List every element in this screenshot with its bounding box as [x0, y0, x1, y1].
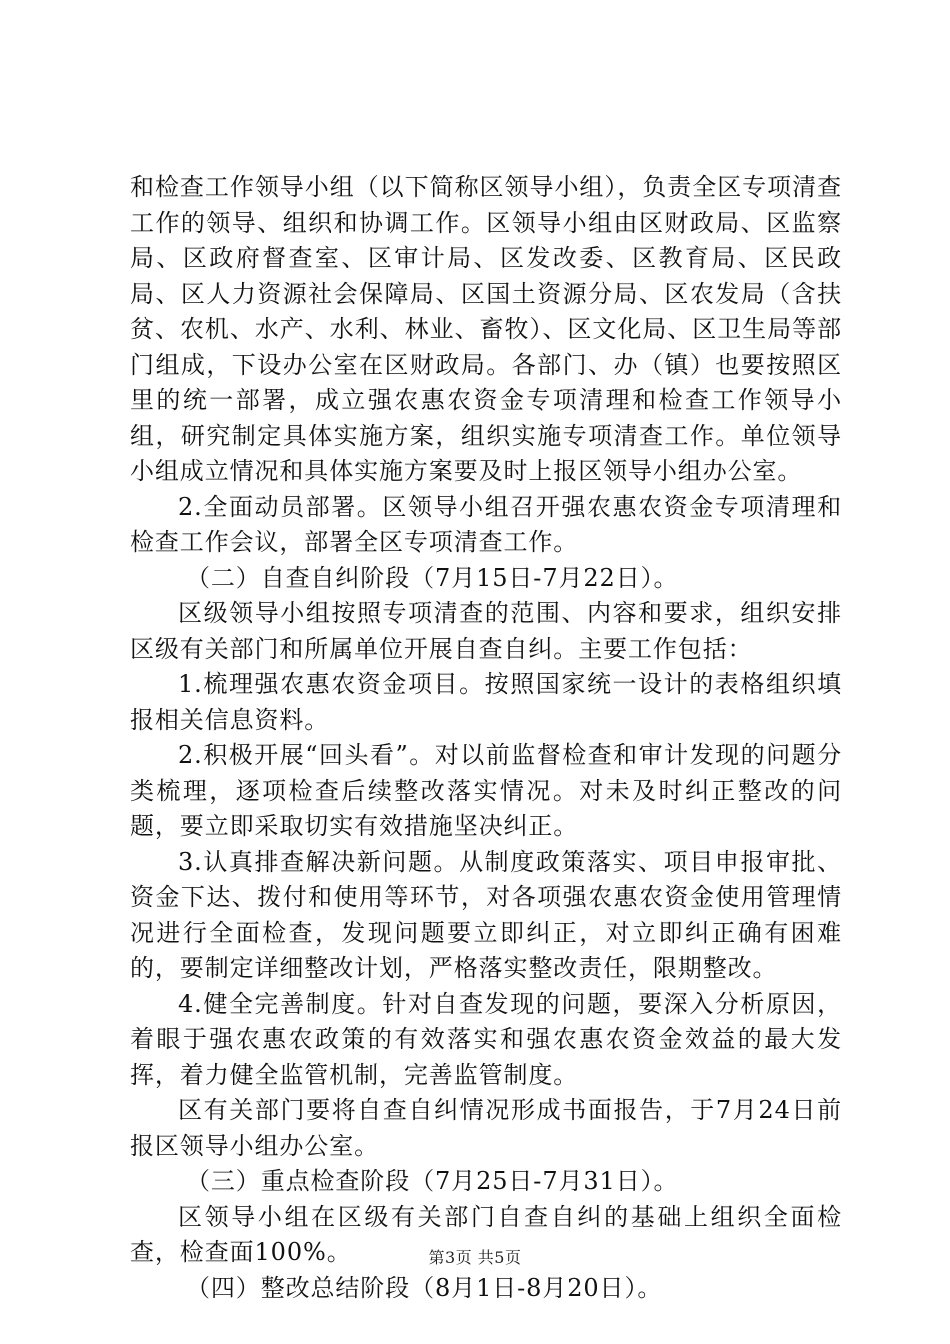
paragraph-item-4: 4.健全完善制度。针对自查发现的问题，要深入分析原因，着眼于强农惠农政策的有效落实和强农惠农资金效益的最大发挥，着力健全监管机制，完善监管制度。 — [130, 989, 842, 1089]
paragraph-item-2: 2.积极开展“回头看”。对以前监督检查和审计发现的问题分类梳理，逐项检查后续整改落实情况。对未及时纠正整改的问题，要立即采取切实有效措施坚决纠正。 — [130, 741, 842, 840]
heading-self-check-stage: （二）自查自纠阶段（7月15日-7月22日）。 — [186, 563, 679, 592]
paragraph-item-1: 1.梳理强农惠农资金项目。按照国家统一设计的表格组织填报相关信息资料。 — [130, 670, 842, 734]
heading-key-inspection-stage: （三）重点检查阶段（7月25日-7月31日）。 — [186, 1167, 679, 1195]
page-footer: 第3页 共5页 — [428, 1248, 522, 1267]
paragraph-item-3: 3.认真排查解决新问题。从制度政策落实、项目申报审批、资金下达、拨付和使用等环节，对各项强农惠农资金使用管理情况进行全面检查，发现问题要立即纠正，对立即纠正确有困难的，要制定详细整改计划，严格落实整改责任，限期整改。 — [130, 847, 842, 982]
paragraph-mobilize: 2.全面动员部署。区领导小组召开强农惠农资金专项清理和检查工作会议，部署全区专项清查工作。 — [130, 492, 842, 556]
paragraph-self-check-intro: 区级领导小组按照专项清查的范围、内容和要求，组织安排区级有关部门和所属单位开展自查自纠。主要工作包括： — [130, 599, 842, 663]
document-body — [130, 170, 842, 1306]
paragraph-report-deadline: 区有关部门要将自查自纠情况形成书面报告，于7月24日前报区领导小组办公室。 — [130, 1096, 842, 1160]
heading-rectification-stage: （四）整改总结阶段（8月1日-8月20日）。 — [186, 1273, 663, 1302]
paragraph-leading-group: 和检查工作领导小组（以下简称区领导小组），负责全区专项清查工作的领导、组织和协调工作。区领导小组由区财政局、区监察局、区政府督查室、区审计局、区发改委、区教育局、区民政局、区人力资源社会保障局、区国土资源分局、区农发局（含扶贫、农机、水产、水利、林业、畜牧）、区文化局、区卫生局等部门组成，下设办公室在区财政局。各部门、办（镇）也要按照区里的统一部署，成立强农惠农资金专项清理和检查工作领导小组，研究制定具体实施方案，组织实施专项清查工作。单位领导小组成立情况和具体实施方案要及时上报区领导小组办公室。 — [130, 173, 842, 485]
paragraph-key-inspection: 区领导小组在区级有关部门自查自纠的基础上组织全面检查，检查面100%。 — [130, 1202, 842, 1266]
